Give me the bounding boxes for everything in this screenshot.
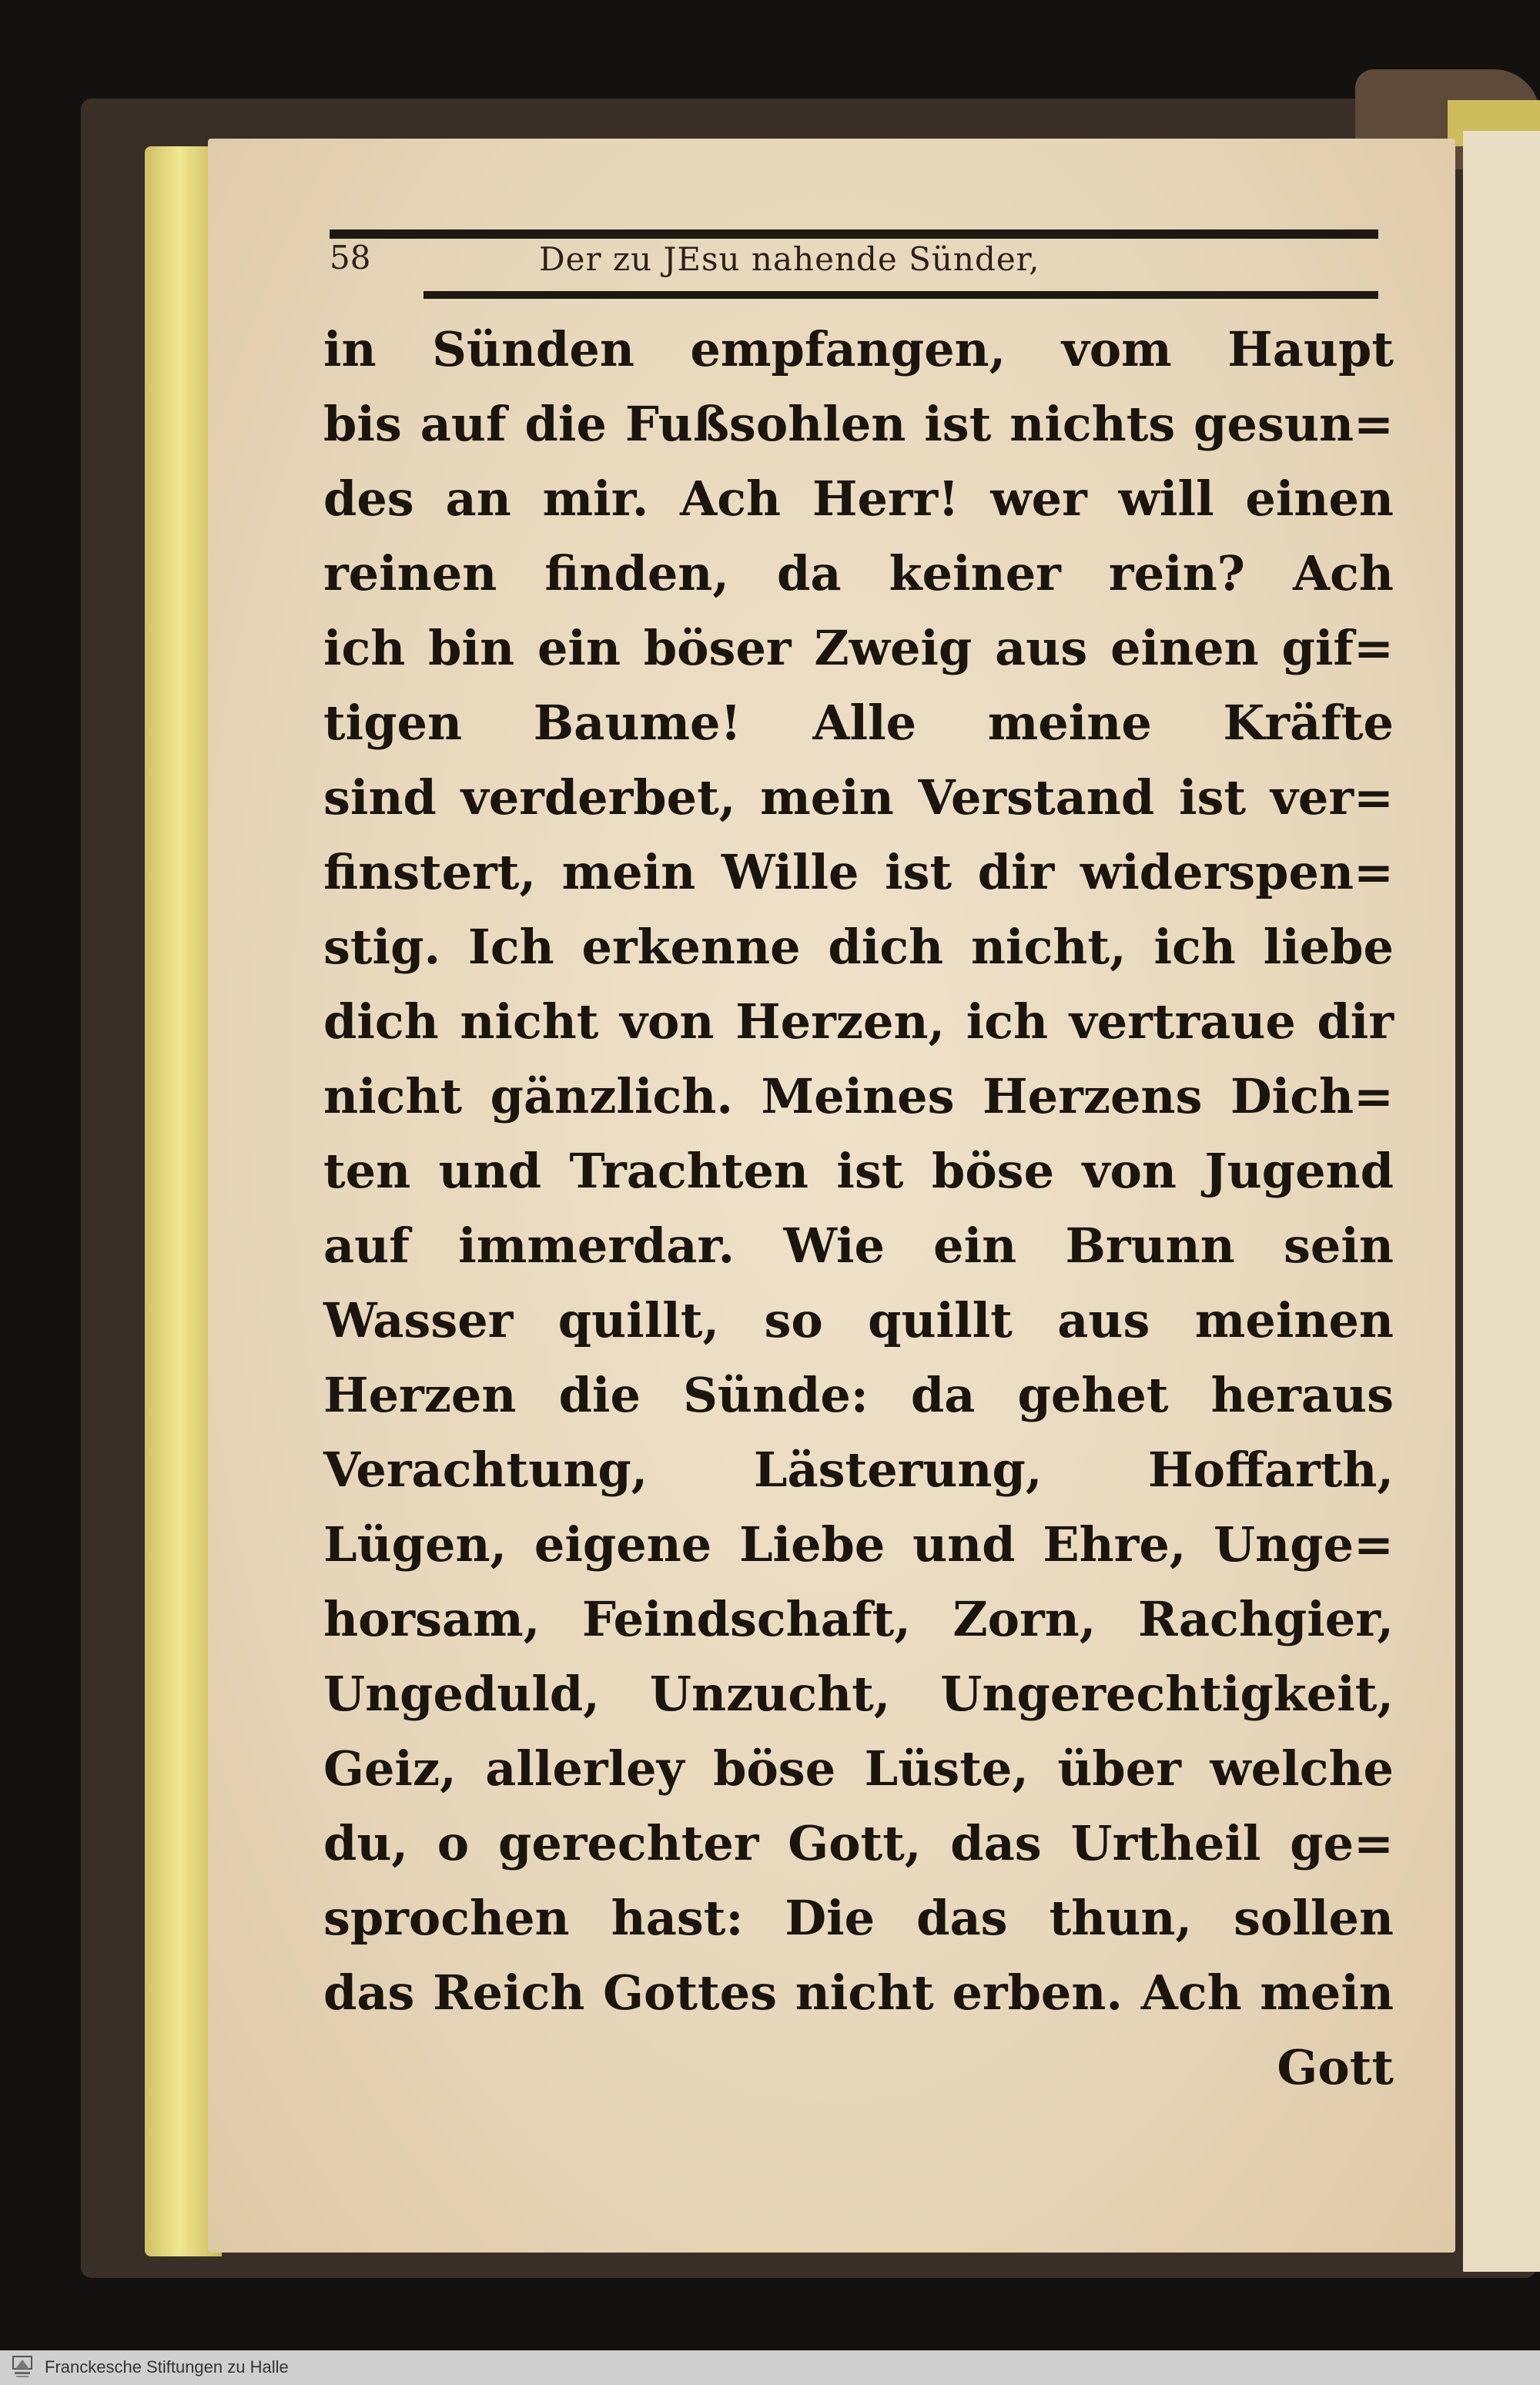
text-line: stig. Ich erkenne dich nicht, ich liebe: [323, 919, 1394, 975]
source-credit: Franckesche Stiftungen zu Halle: [45, 2357, 289, 2377]
text-line: sprochen hast: Die das thun, sollen: [323, 1890, 1394, 1946]
text-line: Wasser quillt, so quillt aus meinen: [323, 1292, 1394, 1348]
page-number: 58: [330, 239, 371, 276]
text-line: Lügen, eigene Liebe und Ehre, Unge=: [323, 1516, 1394, 1573]
running-title: Der zu JEsu nahende Sünder,: [539, 240, 1040, 278]
catchword: Gott: [1277, 2039, 1394, 2095]
text-line: Herzen die Sünde: da gehet heraus: [323, 1367, 1394, 1423]
text-line: sind verderbet, mein Verstand ist ver=: [323, 769, 1394, 826]
text-line: in Sünden empfangen, vom Haupt: [323, 321, 1394, 377]
text-line: horsam, Feindschaft, Zorn, Rachgier,: [323, 1591, 1394, 1647]
text-line: du, o gerechter Gott, das Urtheil ge=: [323, 1815, 1394, 1871]
text-line: nicht gänzlich. Meines Herzens Dich=: [323, 1068, 1394, 1124]
institution-logo-icon: [11, 2355, 34, 2380]
text-line: Ungeduld, Unzucht, Ungerechtigkeit,: [323, 1666, 1394, 1722]
text-line: dich nicht von Herzen, ich vertraue dir: [323, 993, 1394, 1050]
footer-bar: [0, 2350, 1540, 2385]
text-line: bis auf die Fußsohlen ist nichts gesun=: [323, 396, 1394, 452]
header-rule-bottom: [424, 291, 1378, 299]
facing-page-edge: [1463, 131, 1540, 2272]
text-line: das Reich Gottes nicht erben. Ach mein: [323, 1965, 1394, 2021]
text-line: Geiz, allerley böse Lüste, über welche: [323, 1740, 1394, 1797]
text-line: reinen finden, da keiner rein? Ach: [323, 545, 1394, 601]
text-line: ten und Trachten ist böse von Jugend: [323, 1143, 1394, 1199]
text-line: auf immerdar. Wie ein Brunn sein: [323, 1218, 1394, 1274]
text-line: finstert, mein Wille ist dir widerspen=: [323, 844, 1394, 900]
text-line: ich bin ein böser Zweig aus einen gif=: [323, 620, 1394, 676]
text-line: des an mir. Ach Herr! wer will einen: [323, 471, 1394, 527]
header-rule-top: [330, 229, 1378, 239]
page-header: [323, 208, 1378, 304]
text-line: Verachtung, Lästerung, Hoffarth,: [323, 1442, 1394, 1498]
text-line: tigen Baume! Alle meine Kräfte: [323, 695, 1394, 751]
body-text: [323, 312, 1394, 2105]
